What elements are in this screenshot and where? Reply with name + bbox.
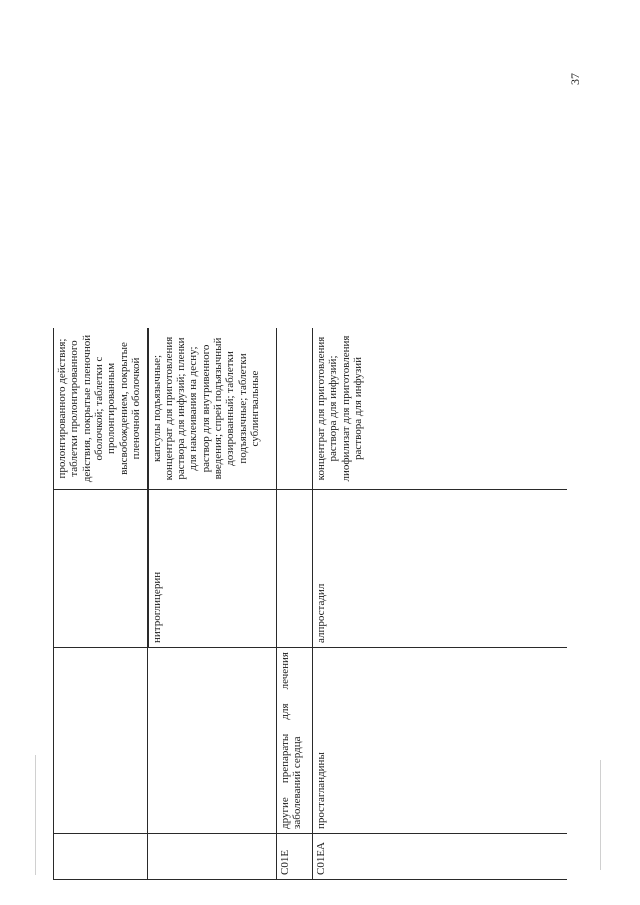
- scan-artifact-line: [35, 755, 36, 875]
- table-row: [313, 328, 568, 880]
- dosage-form-cell: [277, 328, 313, 490]
- table-row: [148, 328, 277, 880]
- atc-code-cell: C01E: [277, 834, 313, 880]
- table-row: [277, 328, 313, 880]
- rotated-table-container: [53, 328, 567, 880]
- scan-artifact-line: [600, 760, 601, 870]
- atc-code-cell: C01EA: [313, 834, 568, 880]
- dosage-form-cell: концентрат для приготовления раствора для инфузий; лиофилизат для приготовления раствора для инфузий: [313, 328, 568, 490]
- group-cell: [148, 648, 277, 834]
- drug-table-frame: [53, 328, 567, 880]
- atc-code-cell: [54, 834, 148, 880]
- table-row: [54, 328, 148, 880]
- drug-name-cell: алпростадил: [313, 490, 568, 648]
- drug-name-cell: [54, 490, 148, 648]
- page-number: 37: [568, 73, 582, 85]
- dosage-form-cell: капсулы подъязычные; концентрат для приготовления раствора для инфузий; пленки для наклеивания на десну; раствор для внутривенного введения; спрей подъязычный дозированный; таблетки подъязычные; таблетки сублингвальные: [148, 328, 277, 490]
- atc-code-cell: [148, 834, 277, 880]
- dosage-form-cell: пролонгированного действия; таблетки пролонгированного действия, покрытые пленочной оболочкой; таблетки с пролонгированным высвобождением, покрытые пленочной оболочкой: [54, 328, 148, 490]
- group-cell: другие препараты для лечения заболеваний сердца: [277, 648, 313, 834]
- group-cell: [54, 648, 148, 834]
- drug-name-cell: [277, 490, 313, 648]
- drug-name-cell: нитроглицерин: [148, 490, 277, 648]
- group-cell: простагландины: [313, 648, 568, 834]
- drug-table: [53, 328, 567, 880]
